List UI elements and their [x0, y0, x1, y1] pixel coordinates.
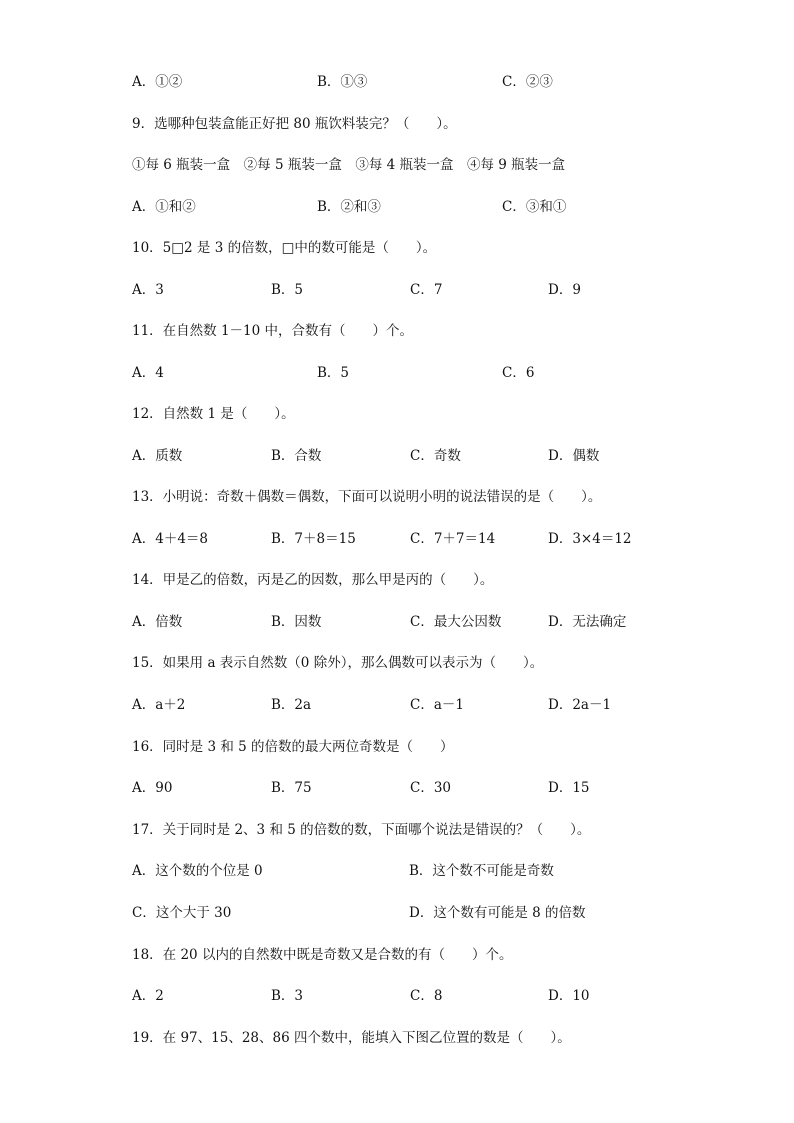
- option-a[interactable]: A．①和②: [132, 199, 196, 215]
- option-b[interactable]: B．7＋8＝15: [271, 531, 356, 547]
- q16-options: [132, 779, 732, 797]
- option-d[interactable]: D．无法确定: [548, 614, 627, 630]
- q13-options: [132, 530, 732, 548]
- option-c[interactable]: C．奇数: [410, 448, 461, 464]
- option-b[interactable]: B．2a: [271, 697, 312, 713]
- q13-stem: 13．小明说：奇数＋偶数＝偶数，下面可以说明小明的说法错误的是（ ）。: [132, 489, 602, 505]
- option-c[interactable]: C．8: [410, 988, 443, 1004]
- option-c[interactable]: C．②③: [502, 74, 553, 90]
- q11-stem: 11．在自然数 1－10 中，合数有（ ）个。: [132, 323, 414, 339]
- option-c[interactable]: C．a－1: [410, 697, 464, 713]
- option-c[interactable]: C．这个大于 30: [132, 905, 232, 921]
- option-b[interactable]: B．②和③: [317, 199, 381, 215]
- option-d[interactable]: D．9: [548, 282, 581, 298]
- q9-options: [132, 198, 732, 216]
- option-a[interactable]: A．3: [132, 282, 164, 298]
- q15-options: [132, 696, 732, 714]
- option-a[interactable]: A．质数: [132, 448, 183, 464]
- option-d[interactable]: D．2a－1: [548, 697, 612, 713]
- q16-stem: 16．同时是 3 和 5 的倍数的最大两位奇数是（ ）: [132, 739, 454, 755]
- option-c[interactable]: C．30: [410, 780, 452, 796]
- option-c[interactable]: C．6: [502, 365, 535, 381]
- q9-sub-items: ①每 6 瓶装一盒 ②每 5 瓶装一盒 ③每 4 瓶装一盒 ④每 9 瓶装一盒: [132, 157, 566, 173]
- option-a[interactable]: A．2: [132, 988, 164, 1004]
- q12-stem: 12．自然数 1 是（ ）。: [132, 406, 295, 422]
- q9-stem: 9．选哪种包装盒能正好把 80 瓶饮料装完？（ ）。: [132, 116, 457, 132]
- q17-options-row1: [132, 862, 732, 880]
- q14-options: [132, 613, 732, 631]
- option-a[interactable]: A．4: [132, 365, 164, 381]
- option-a[interactable]: A．4＋4＝8: [132, 531, 209, 547]
- option-b[interactable]: B．①③: [317, 74, 368, 90]
- option-b[interactable]: B．合数: [271, 448, 322, 464]
- option-b[interactable]: B．5: [271, 282, 304, 298]
- q8-options: [132, 73, 732, 91]
- q19-stem: 19．在 97、15、28、86 四个数中，能填入下图乙位置的数是（ ）。: [132, 1030, 571, 1046]
- option-b[interactable]: B．因数: [271, 614, 322, 630]
- q12-options: [132, 447, 732, 465]
- q14-stem: 14．甲是乙的倍数，丙是乙的因数，那么甲是丙的（ ）。: [132, 572, 494, 588]
- option-c[interactable]: C．7＋7＝14: [410, 531, 496, 547]
- option-d[interactable]: D．这个数有可能是 8 的倍数: [409, 905, 586, 921]
- option-a[interactable]: A．90: [132, 780, 173, 796]
- option-c[interactable]: C．最大公因数: [410, 614, 502, 630]
- q15-stem: 15．如果用 a 表示自然数（0 除外），那么偶数可以表示为（ ）。: [132, 655, 544, 671]
- option-b[interactable]: B．5: [317, 365, 350, 381]
- option-d[interactable]: D．偶数: [548, 448, 600, 464]
- option-a[interactable]: A．这个数的个位是 0: [132, 863, 263, 879]
- q18-stem: 18．在 20 以内的自然数中既是奇数又是合数的有（ ）个。: [132, 947, 513, 963]
- option-b[interactable]: B．75: [271, 780, 312, 796]
- option-d[interactable]: D．10: [548, 988, 590, 1004]
- q10-stem: 10．5□2 是 3 的倍数，□中的数可能是（ ）。: [132, 240, 437, 256]
- q17-options-row2: [132, 904, 732, 922]
- q10-options: [132, 281, 732, 299]
- option-b[interactable]: B．3: [271, 988, 304, 1004]
- option-a[interactable]: A．①②: [132, 74, 183, 90]
- option-c[interactable]: C．③和①: [502, 199, 567, 215]
- q17-stem: 17．关于同时是 2、3 和 5 的倍数的数，下面哪个说法是错误的？（ ）。: [132, 822, 591, 838]
- option-a[interactable]: A．倍数: [132, 614, 183, 630]
- option-c[interactable]: C．7: [410, 282, 443, 298]
- option-d[interactable]: D．15: [548, 780, 590, 796]
- q11-options: [132, 364, 732, 382]
- option-d[interactable]: D．3×4＝12: [548, 531, 632, 547]
- option-b[interactable]: B．这个数不可能是奇数: [409, 863, 554, 879]
- q18-options: [132, 987, 732, 1005]
- option-a[interactable]: A．a＋2: [132, 697, 186, 713]
